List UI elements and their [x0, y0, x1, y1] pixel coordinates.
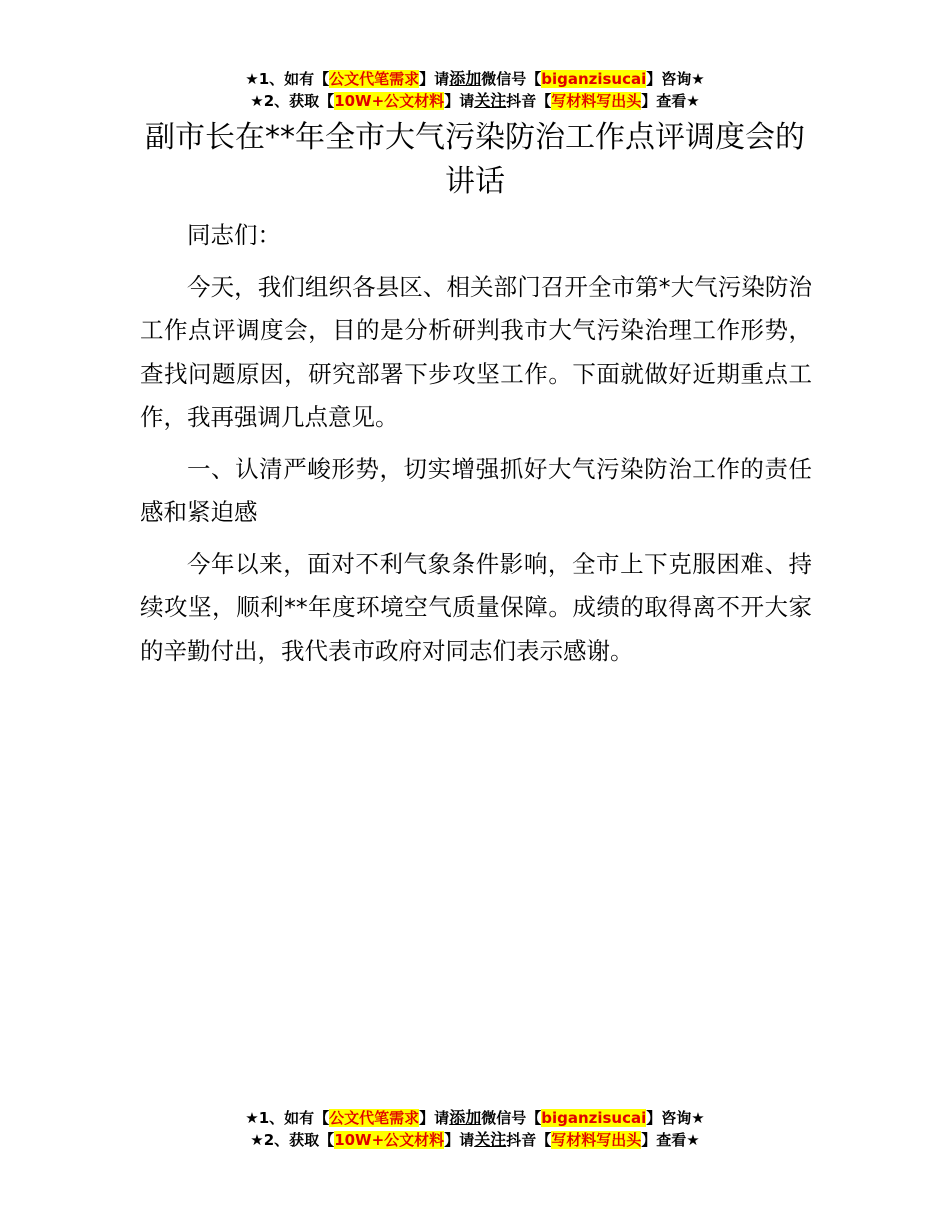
promo-text: 】咨询★ [646, 1109, 705, 1127]
promo-emphasis: 关注 [474, 1130, 507, 1149]
body-paragraph: 今天，我们组织各县区、相关部门召开全市第*大气污染防治工作点评调度会，目的是分析研判我市大气污染治理工作形势，查找问题原因，研究部署下步攻坚工作。下面就做好近期重点工作，我再强调几点意见。 [140, 272, 812, 431]
promo-text: 】请 [419, 1109, 450, 1127]
document-title: 副市长在**年全市大气污染防治工作点评调度会的讲话 [145, 120, 805, 199]
promo-header [0, 68, 950, 112]
promo-text: ★2、获取【 [250, 92, 335, 110]
promo-text: 】查看★ [641, 1131, 700, 1149]
promo-text: 】咨询★ [646, 70, 705, 88]
promo-highlight: 写材料写出头 [551, 1131, 642, 1149]
promo-emphasis: 添加 [449, 69, 482, 88]
promo-text: 】请 [444, 92, 475, 110]
promo-highlight: 10W+公文材料 [334, 92, 445, 110]
promo-line-2 [0, 90, 950, 112]
promo-text: 】请 [419, 70, 450, 88]
promo-highlight: biganzisucai [541, 1109, 647, 1127]
promo-highlight: 公文代笔需求 [329, 70, 420, 88]
promo-emphasis: 添加 [449, 1108, 482, 1127]
promo-text: 抖音【 [506, 92, 552, 110]
body-paragraph: 今年以来，面对不利气象条件影响，全市上下克服困难、持续攻坚，顺利**年度环境空气质量保障。成绩的取得离不开大家的辛勤付出，我代表市政府对同志们表示感谢。 [140, 549, 812, 665]
salutation: 同志们： [187, 221, 281, 249]
promo-text: 】请 [444, 1131, 475, 1149]
promo-highlight: 10W+公文材料 [334, 1131, 445, 1149]
promo-highlight: 公文代笔需求 [329, 1109, 420, 1127]
promo-line-2 [0, 1129, 950, 1151]
promo-emphasis: 关注 [474, 91, 507, 110]
promo-text: ★1、如有【 [245, 1109, 330, 1127]
promo-text: ★1、如有【 [245, 70, 330, 88]
promo-line-1 [0, 68, 950, 90]
promo-text: 微信号【 [481, 70, 542, 88]
promo-line-1 [0, 1107, 950, 1129]
promo-text: 微信号【 [481, 1109, 542, 1127]
promo-text: 抖音【 [506, 1131, 552, 1149]
promo-text: 】查看★ [641, 92, 700, 110]
promo-text: ★2、获取【 [250, 1131, 335, 1149]
section-heading: 一、认清严峻形势，切实增强抓好大气污染防治工作的责任感和紧迫感 [140, 454, 812, 526]
promo-highlight: biganzisucai [541, 70, 647, 88]
promo-highlight: 写材料写出头 [551, 92, 642, 110]
promo-footer [0, 1107, 950, 1151]
document-body [140, 214, 812, 681]
